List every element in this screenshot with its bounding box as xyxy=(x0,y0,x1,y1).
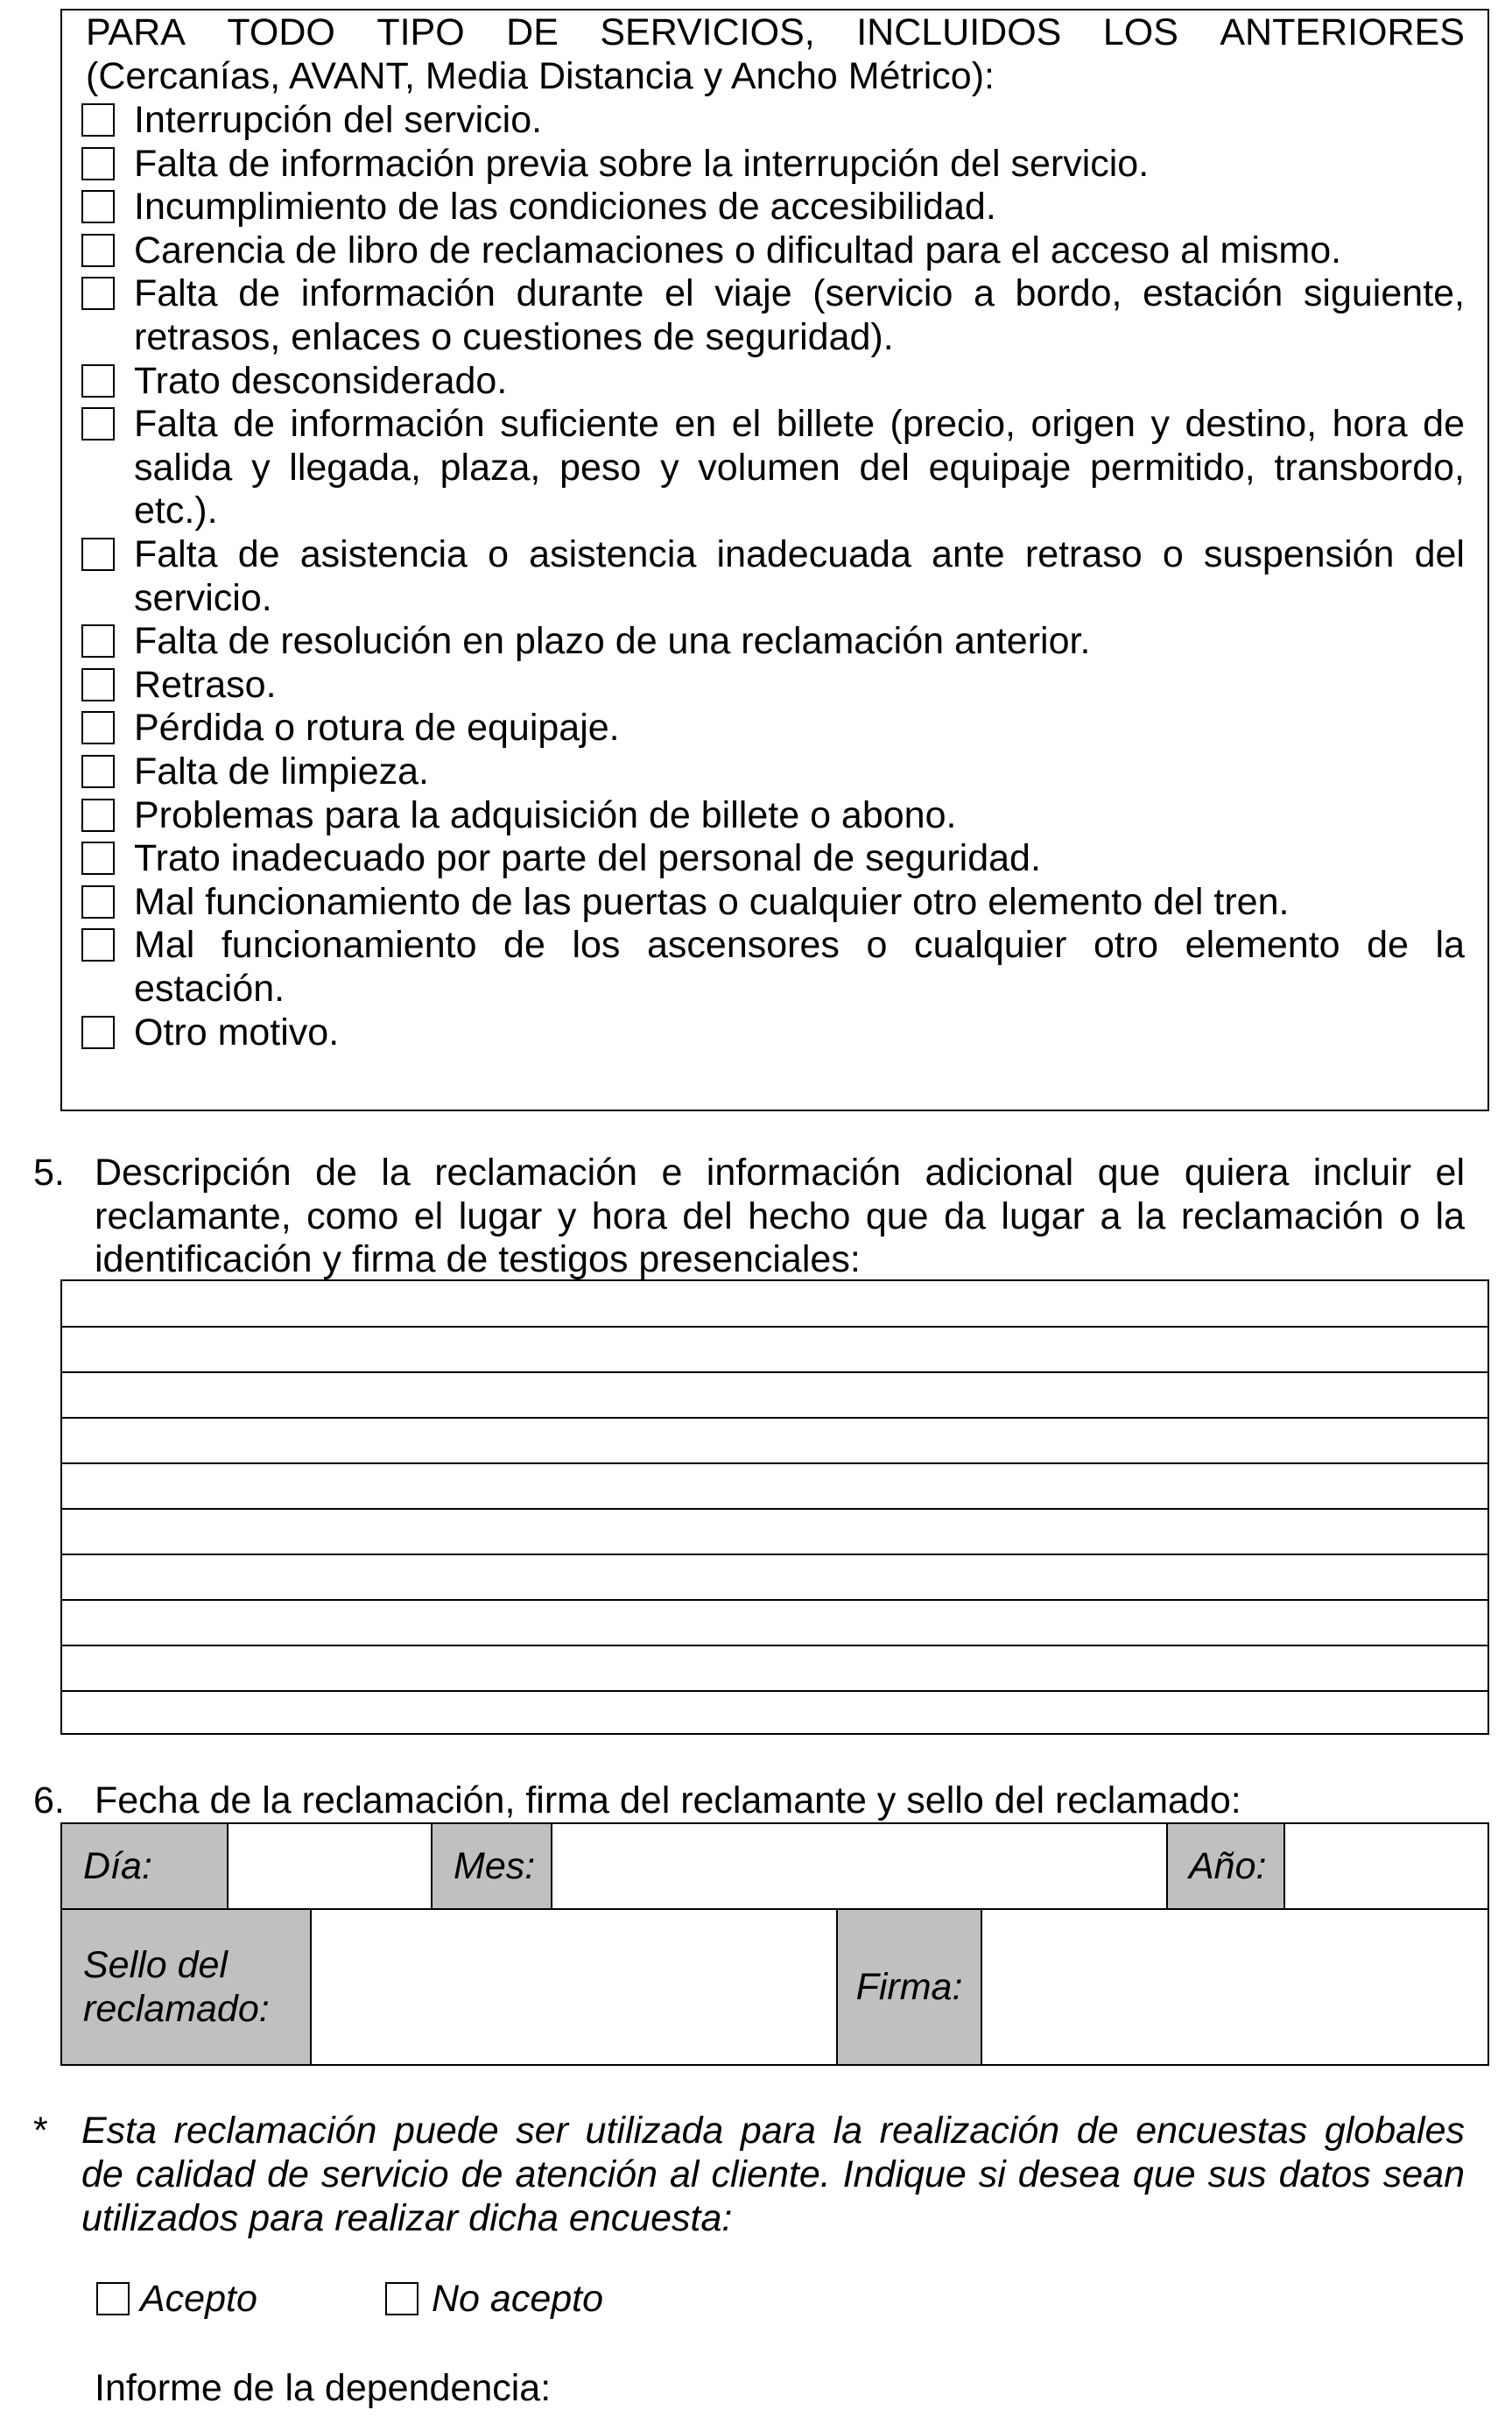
header-word: DE xyxy=(506,11,559,53)
reason-checkbox[interactable] xyxy=(81,538,115,571)
reason-checkbox[interactable] xyxy=(81,755,115,788)
reason-text: Mal funcionamiento de los ascensores o cualquier otro elemento de la xyxy=(134,924,1465,967)
header-word: INCLUIDOS xyxy=(856,11,1062,53)
description-row-line xyxy=(62,1645,1487,1646)
footnote-line: de calidad de servicio de atención al cliente. Indique si desea que sus datos sean xyxy=(81,2153,1465,2195)
reason-checkbox[interactable] xyxy=(81,407,115,440)
description-row-line xyxy=(62,1554,1487,1555)
reason-checkbox[interactable] xyxy=(81,799,115,832)
decline-label: No acepto xyxy=(432,2278,604,2320)
reason-text: Falta de asistencia o asistencia inadecuada ante retraso o suspensión del xyxy=(134,533,1465,575)
reason-text: Mal funcionamiento de las puertas o cualquier otro elemento del tren. xyxy=(134,880,1290,923)
reason-text: estación. xyxy=(134,968,285,1010)
year-field[interactable] xyxy=(1284,1823,1488,1909)
reason-checkbox[interactable] xyxy=(81,147,115,180)
month-field[interactable] xyxy=(552,1823,1167,1909)
reason-checkbox[interactable] xyxy=(81,842,115,875)
stamp-field[interactable] xyxy=(311,1909,837,2065)
reason-text: Trato desconsiderado. xyxy=(134,359,508,402)
header-word: TODO xyxy=(227,11,335,53)
section5-number: 5. xyxy=(33,1152,65,1194)
header-word: TIPO xyxy=(376,11,465,53)
footnote-line: Esta reclamación puede ser utilizada para la realización de encuestas globales xyxy=(81,2110,1465,2152)
reason-checkbox[interactable] xyxy=(81,103,115,137)
reason-text: Trato inadecuado por parte del personal de seguridad. xyxy=(134,837,1041,880)
section5-line: Descripción de la reclamación e información adicional que quiera incluir el xyxy=(95,1152,1465,1194)
reason-text: etc.). xyxy=(134,490,218,532)
header-word: ANTERIORES xyxy=(1220,11,1465,53)
stamp-label xyxy=(61,1909,311,2065)
reason-text: Falta de resolución en plazo de una reclamación anterior. xyxy=(134,620,1091,663)
reason-checkbox[interactable] xyxy=(81,624,115,658)
reason-checkbox[interactable] xyxy=(81,668,115,701)
reason-text: Otro motivo. xyxy=(134,1011,340,1053)
date-table xyxy=(60,1822,1489,1910)
reason-text: Retraso. xyxy=(134,663,277,706)
signature-field[interactable] xyxy=(981,1909,1488,2065)
signature-label: Firma: xyxy=(837,1909,981,2065)
reason-checkbox[interactable] xyxy=(81,1016,115,1049)
day-field[interactable] xyxy=(228,1823,432,1909)
reason-text: Problemas para la adquisición de billete o abono. xyxy=(134,793,957,836)
reason-text: Falta de información durante el viaje (servicio a bordo, estación siguiente, xyxy=(134,272,1465,315)
reason-text: Falta de limpieza. xyxy=(134,750,429,793)
section5-line: identificación y firma de testigos presenciales: xyxy=(95,1238,861,1281)
footnote-line: utilizados para realizar dicha encuesta: xyxy=(81,2197,733,2239)
section-header-line2: (Cercanías, AVANT, Media Distancia y Ancho Métrico): xyxy=(86,55,995,97)
description-lines-box xyxy=(60,1279,1489,1735)
section6-title: Fecha de la reclamación, firma del reclamante y sello del reclamado: xyxy=(95,1779,1241,1821)
day-label: Día: xyxy=(61,1823,228,1909)
description-row-line xyxy=(62,1690,1487,1692)
reason-text: salida y llegada, plaza, peso y volumen del equipaje permitido, transbordo, xyxy=(134,446,1465,489)
reason-text: Falta de información suficiente en el billete (precio, origen y destino, hora de xyxy=(134,403,1465,446)
reason-checkbox[interactable] xyxy=(81,190,115,223)
description-row-line xyxy=(62,1417,1487,1419)
year-label: Año: xyxy=(1167,1823,1284,1909)
month-label: Mes: xyxy=(432,1823,552,1909)
header-word: SERVICIOS, xyxy=(600,11,815,53)
description-row-line xyxy=(62,1326,1487,1328)
footnote-mark: * xyxy=(33,2110,48,2152)
reason-checkbox[interactable] xyxy=(81,234,115,267)
stamp-label-line2: reclamado: xyxy=(83,1988,270,2030)
accept-label: Acepto xyxy=(140,2278,257,2320)
description-row-line xyxy=(62,1599,1487,1601)
reason-checkbox[interactable] xyxy=(81,277,115,310)
description-row-line xyxy=(62,1508,1487,1510)
reason-text: retrasos, enlaces o cuestiones de seguridad). xyxy=(134,316,894,358)
description-row-line xyxy=(62,1462,1487,1464)
accept-checkbox[interactable] xyxy=(96,2282,130,2315)
reason-checkbox[interactable] xyxy=(81,364,115,398)
reason-text: Carencia de libro de reclamaciones o dificultad para el acceso al mismo. xyxy=(134,229,1342,271)
stamp-signature-table xyxy=(60,1908,1489,2066)
report-label: Informe de la dependencia: xyxy=(95,2367,552,2409)
reason-text: Incumplimiento de las condiciones de accesibilidad. xyxy=(134,186,996,229)
reason-text: Interrupción del servicio. xyxy=(134,99,543,141)
reason-checkbox[interactable] xyxy=(81,928,115,962)
reason-checkbox[interactable] xyxy=(81,711,115,744)
description-row-line xyxy=(62,1371,1487,1373)
reason-text: Pérdida o rotura de equipaje. xyxy=(134,707,620,750)
decline-checkbox[interactable] xyxy=(385,2282,418,2315)
header-word: PARA xyxy=(86,11,186,53)
section6-number: 6. xyxy=(33,1779,65,1821)
reason-text: Falta de información previa sobre la interrupción del servicio. xyxy=(134,142,1150,185)
reason-text: servicio. xyxy=(134,576,272,619)
header-word: LOS xyxy=(1102,11,1178,53)
section-header-line1 xyxy=(86,11,1465,54)
section5-line: reclamante, como el lugar y hora del hecho que da lugar a la reclamación o la xyxy=(95,1194,1465,1237)
reason-checkbox[interactable] xyxy=(81,885,115,919)
stamp-label-line1: Sello del xyxy=(83,1944,228,1986)
